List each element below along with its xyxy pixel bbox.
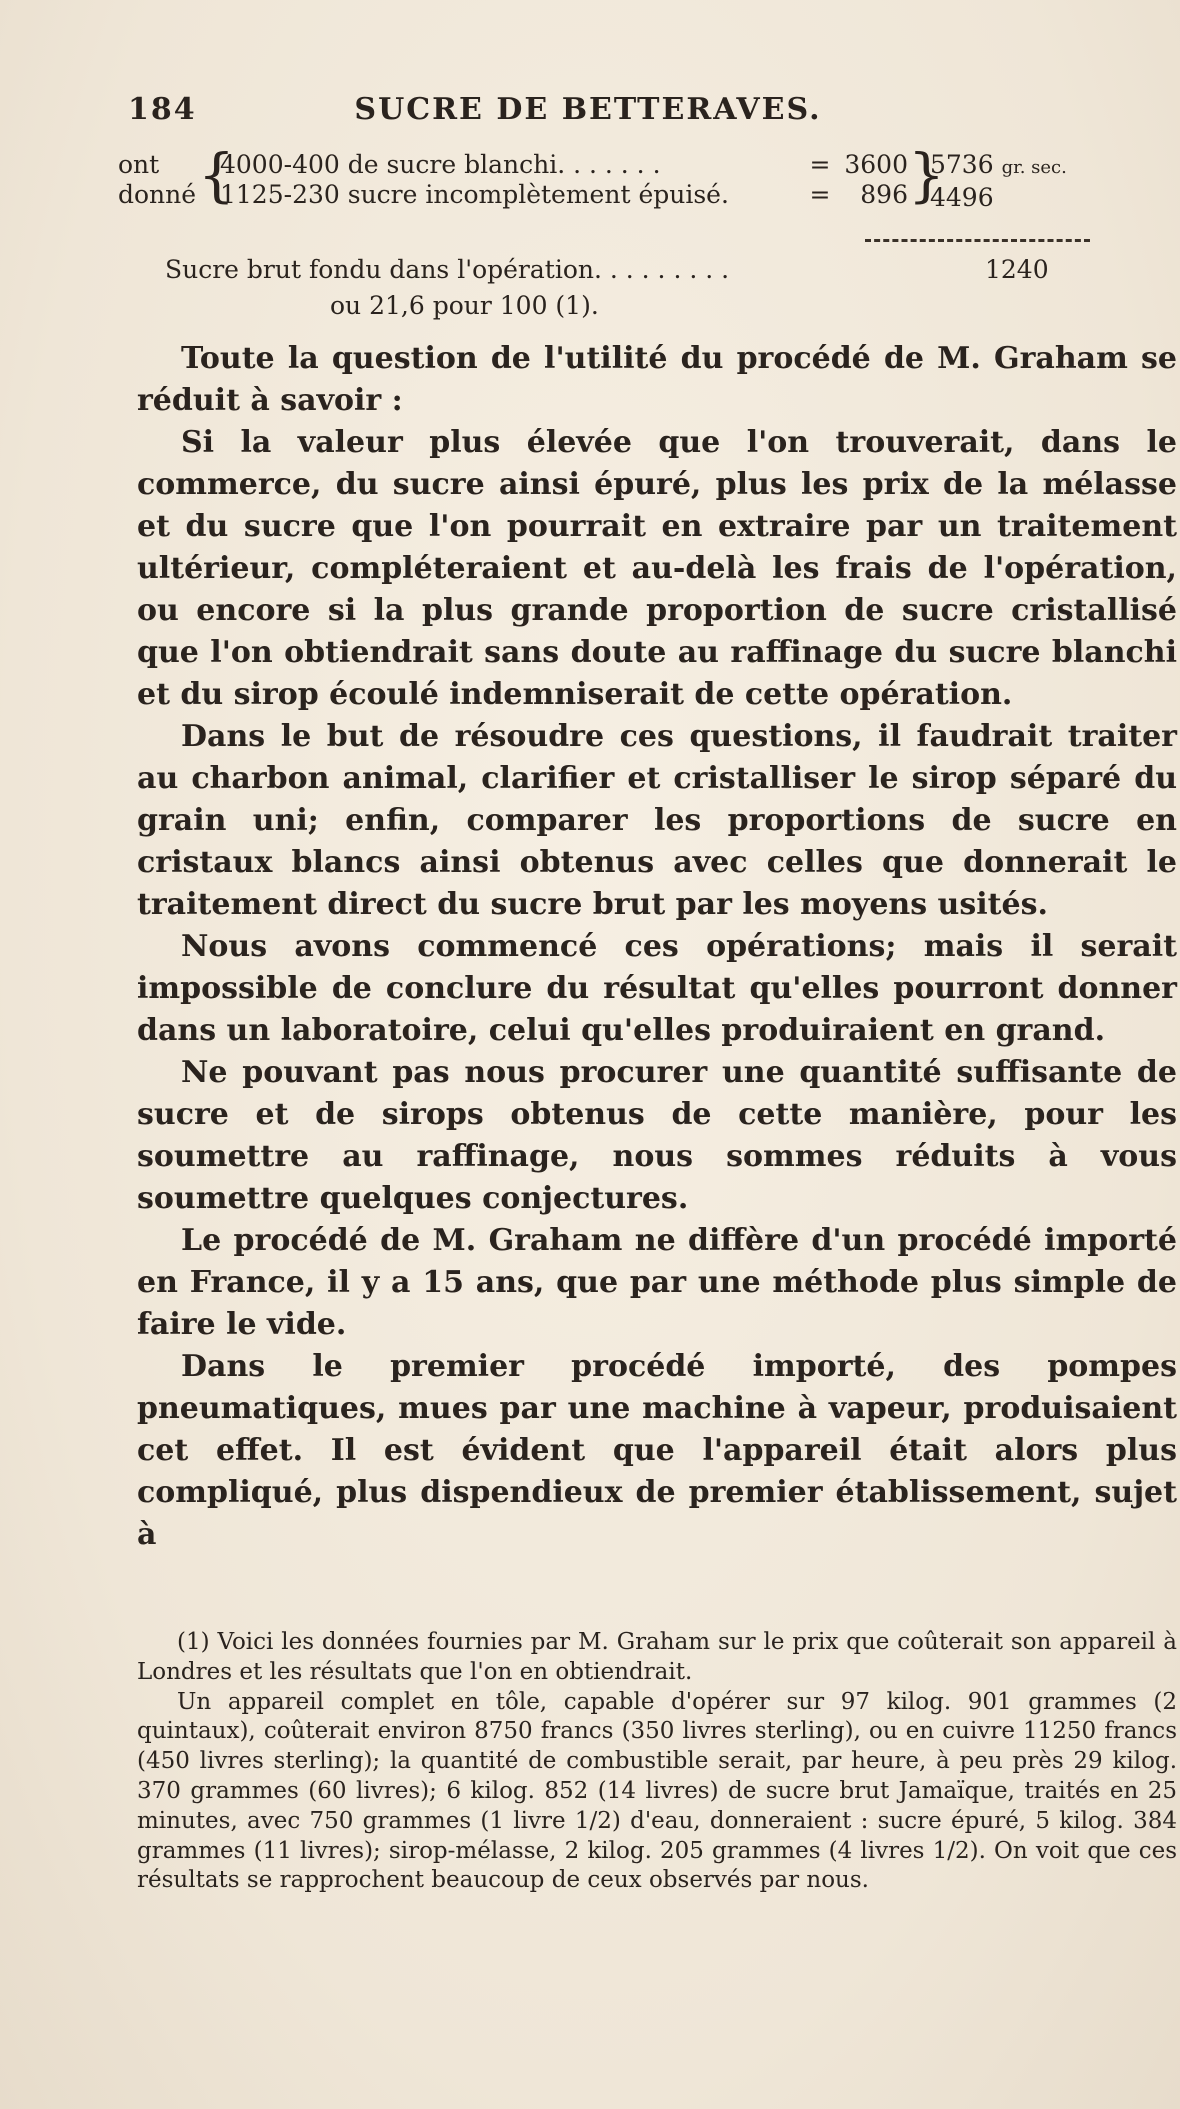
calc-row-label-2: 1125-230 sucre incomplètement épuisé. [220, 180, 729, 209]
calc-items [220, 150, 800, 210]
calc-equals-2: = [809, 180, 831, 209]
calc-left-label-1: ont [118, 150, 160, 179]
page-header [128, 92, 1048, 132]
calc-value-1: 3600 [844, 150, 908, 179]
calc-left-label-2: donné [118, 180, 197, 209]
calc-total-2: 4496 [930, 183, 994, 212]
calc-total-1: 5736 [930, 150, 994, 179]
left-brace: { [198, 141, 235, 209]
calc-value-2: 896 [860, 180, 908, 209]
brut-value: 1240 [985, 255, 1049, 284]
right-brace: } [908, 141, 945, 209]
paragraph: Dans le premier procédé importé, des pompes pneumatiques, mues par une machine à vapeur, produisaient cet effet. Il est évident que l'appareil était alors plus compliqué, plus dispendieux de premier établissement, sujet à [137, 1349, 1177, 1552]
footnote-paragraph: (1) Voici les données fournies par M. Graham sur le prix que coûterait son appareil à Londres et les résultats que l'on en obtiendrait. [137, 1629, 1177, 1685]
paragraph: Nous avons commencé ces opérations; mais il serait impossible de conclure du résultat qu'elles pourront donner dans un laboratoire, celui qu'elles produiraient en grand. [137, 929, 1177, 1048]
calc-equals-1: = [809, 150, 831, 179]
paragraph: Ne pouvant pas nous procurer une quantité suffisante de sucre et de sirops obtenus de cette manière, pour les soumettre au raffinage, nous sommes réduits à vous soumettre quelques conjectures. [137, 1055, 1177, 1216]
subtraction-rule [865, 239, 1090, 242]
paragraph: Toute la question de l'utilité du procédé de M. Graham se réduit à savoir : [137, 341, 1177, 418]
brut-label: Sucre brut fondu dans l'opération. . . . . . . . . [165, 255, 730, 284]
calc-left-labels [118, 150, 198, 210]
paragraph: Le procédé de M. Graham ne diffère d'un procédé importé en France, il y a 15 ans, que par une méthode plus simple de faire le vide. [137, 1223, 1177, 1342]
paragraph: Dans le but de résoudre ces questions, il faudrait traiter au charbon animal, clarifier et cristalliser le sirop séparé du grain uni; enfin, comparer les proportions de sucre en cristaux blancs ainsi obtenus avec celles que donnerait le traitement direct du sucre brut par les moyens usités. [137, 719, 1177, 922]
calc-totals [930, 150, 1090, 213]
calc-equals [800, 150, 840, 210]
paragraph: Si la valeur plus élevée que l'on trouverait, dans le commerce, du sucre ainsi épuré, plus les prix de la mélasse et du sucre que l'on pourrait en extraire par un traitement ultérieur, compléteraient et au-delà les frais de l'opération, ou encore si la plus grande proportion de sucre cristallisé que l'on obtiendrait sans doute au raffinage du sucre blanchi et du sirop écoulé indemniserait de cette opération. [137, 425, 1177, 712]
body-text [137, 338, 1177, 1556]
calc-total-unit: gr. sec. [1001, 157, 1067, 178]
footnote [137, 1628, 1177, 1896]
calc-values [840, 150, 908, 210]
page-number: 184 [128, 92, 197, 127]
running-title: SUCRE DE BETTERAVES. [354, 92, 822, 127]
footnote-paragraph: Un appareil complet en tôle, capable d'opérer sur 97 kilog. 901 grammes (2 quintaux), coûterait environ 8750 francs (350 livres sterling), ou en cuivre 11250 francs (450 livres sterling); la quantité de combustible serait, par heure, à peu près 29 kilog. 370 grammes (60 livres); 6 kilog. 852 (14 livres) de sucre brut Jamaïque, traités en 25 minutes, avec 750 grammes (1 livre 1/2) d'eau, donneraient : sucre épuré, 5 kilog. 384 grammes (11 livres); sirop-mélasse, 2 kilog. 205 grammes (4 livres 1/2). On voit que ces résultats se rapprochent beaucoup de ceux observés par nous. [137, 1688, 1177, 1894]
percent-line: ou 21,6 pour 100 (1). [330, 291, 599, 320]
calc-row-label-1: 4000-400 de sucre blanchi. . . . . . . [220, 150, 661, 179]
